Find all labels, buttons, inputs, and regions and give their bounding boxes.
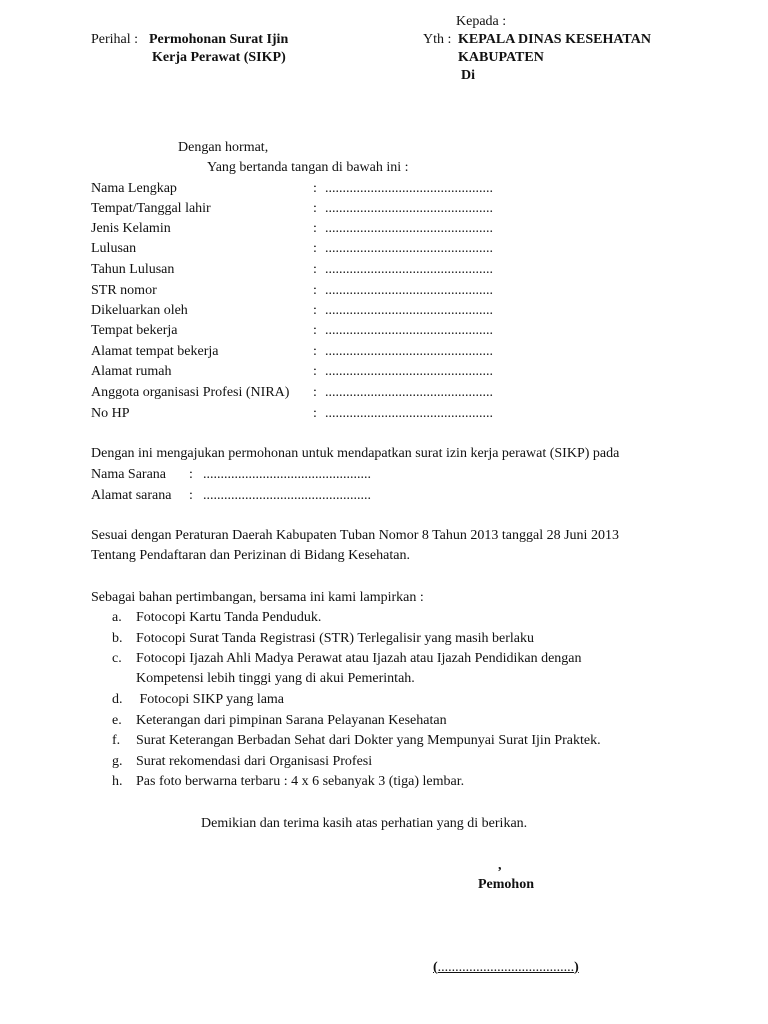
- field-separator: :: [313, 283, 317, 298]
- field-separator: :: [313, 241, 317, 256]
- field-separator: :: [313, 181, 317, 196]
- list-marker: h.: [112, 774, 123, 789]
- list-item: [112, 608, 321, 629]
- request-line: Dengan ini mengajukan permohonan untuk mendapatkan surat izin kerja perawat (SIKP) pada: [91, 446, 620, 461]
- regulation-line1: Sesuai dengan Peraturan Daerah Kabupaten Tuban Nomor 8 Tahun 2013 tanggal 28 Juni 2013: [91, 528, 619, 543]
- field-row: [91, 281, 493, 302]
- list-marker: a.: [112, 610, 122, 625]
- kepada-label: Kepada :: [456, 14, 507, 29]
- field-dots: ................................................: [325, 406, 493, 421]
- field-row: [91, 179, 493, 200]
- list-text: Surat Keterangan Berbadan Sehat dari Dokter yang Mempunyai Surat Ijin Praktek.: [136, 733, 601, 748]
- field-label: Lulusan: [91, 241, 137, 256]
- field-row: [91, 301, 493, 322]
- field-label: Anggota organisasi Profesi (NIRA): [91, 385, 290, 400]
- perihal-line1: Permohonan Surat Ijin: [149, 32, 289, 47]
- alamat-sarana-row: [91, 486, 371, 507]
- field-separator: :: [313, 221, 317, 236]
- perihal-label: Perihal :: [91, 32, 139, 47]
- intro-text: Yang bertanda tangan di bawah ini :: [207, 160, 409, 175]
- field-label: No HP: [91, 406, 130, 421]
- signature-line: [433, 958, 579, 979]
- field-row: [91, 239, 493, 260]
- field-dots: ................................................: [325, 385, 493, 400]
- field-label: Nama Lengkap: [91, 181, 177, 196]
- field-dots: ................................................: [325, 344, 493, 359]
- list-marker: d.: [112, 692, 123, 707]
- list-item: [112, 731, 601, 752]
- field-row: [91, 199, 493, 220]
- list-marker: f.: [112, 733, 121, 748]
- recipient-line1: KEPALA DINAS KESEHATAN: [458, 32, 651, 47]
- sarana-dots: ................................................: [203, 467, 371, 482]
- field-row: [91, 362, 493, 383]
- field-separator: :: [313, 303, 317, 318]
- field-dots: ................................................: [325, 262, 493, 277]
- list-marker: b.: [112, 631, 123, 646]
- list-marker: e.: [112, 713, 122, 728]
- alamat-sarana-separator: :: [189, 488, 193, 503]
- field-separator: :: [313, 262, 317, 277]
- list-item: [112, 752, 372, 773]
- field-row: [91, 321, 493, 342]
- field-dots: ................................................: [325, 221, 493, 236]
- closing-text: Demikian dan terima kasih atas perhatian yang di berikan.: [201, 816, 528, 831]
- list-item: [112, 649, 582, 670]
- recipient-line2: KABUPATEN: [458, 50, 544, 65]
- field-separator: :: [313, 385, 317, 400]
- list-marker: c.: [112, 651, 122, 666]
- sarana-row: [91, 465, 371, 486]
- signature-close-paren: ): [574, 960, 579, 975]
- signature-title: Pemohon: [478, 877, 534, 892]
- field-row: [91, 383, 493, 404]
- list-text: Fotocopi Kartu Tanda Penduduk.: [136, 610, 322, 625]
- list-item: [112, 690, 284, 711]
- list-marker: g.: [112, 754, 123, 769]
- alamat-sarana-label: Alamat sarana: [91, 488, 172, 503]
- list-text: Keterangan dari pimpinan Sarana Pelayanan Kesehatan: [136, 713, 447, 728]
- field-label: Tempat/Tanggal lahir: [91, 201, 211, 216]
- recipient-line3: Di: [461, 68, 475, 83]
- list-text: Surat rekomendasi dari Organisasi Profesi: [136, 754, 373, 769]
- field-separator: :: [313, 364, 317, 379]
- list-text-continuation: Kompetensi lebih tinggi yang di akui Pemerintah.: [136, 671, 415, 686]
- field-label: Tahun Lulusan: [91, 262, 175, 277]
- field-separator: :: [313, 201, 317, 216]
- field-row: [91, 404, 493, 425]
- field-separator: :: [313, 406, 317, 421]
- field-label: Alamat tempat bekerja: [91, 344, 219, 359]
- field-row: [91, 260, 493, 281]
- list-text: Pas foto berwarna terbaru : 4 x 6 sebanyak 3 (tiga) lembar.: [136, 774, 465, 789]
- list-text: Fotocopi Surat Tanda Registrasi (STR) Terlegalisir yang masih berlaku: [136, 631, 535, 646]
- field-dots: ................................................: [325, 283, 493, 298]
- list-text: Fotocopi SIKP yang lama: [136, 692, 285, 707]
- signature-dots: .......................................: [437, 960, 575, 975]
- field-separator: :: [313, 344, 317, 359]
- attachments-intro: Sebagai bahan pertimbangan, bersama ini kami lampirkan :: [91, 590, 424, 605]
- field-label: STR nomor: [91, 283, 157, 298]
- perihal-line2: Kerja Perawat (SIKP): [152, 50, 286, 65]
- field-dots: ................................................: [325, 201, 493, 216]
- yth-label: Yth :: [423, 32, 452, 47]
- signature-comma: ,: [498, 858, 502, 873]
- list-text: Fotocopi Ijazah Ahli Madya Perawat atau Ijazah atau Ijazah Pendidikan dengan: [136, 651, 582, 666]
- field-label: Jenis Kelamin: [91, 221, 171, 236]
- list-item: [112, 772, 464, 793]
- field-dots: ................................................: [325, 241, 493, 256]
- alamat-sarana-dots: ................................................: [203, 488, 371, 503]
- list-item: [112, 629, 534, 650]
- signature-open-paren: (: [433, 960, 438, 975]
- field-row: [91, 342, 493, 363]
- field-label: Alamat rumah: [91, 364, 172, 379]
- field-dots: ................................................: [325, 323, 493, 338]
- field-label: Tempat bekerja: [91, 323, 178, 338]
- greeting: Dengan hormat,: [178, 140, 269, 155]
- field-dots: ................................................: [325, 303, 493, 318]
- regulation-line2: Tentang Pendaftaran dan Perizinan di Bidang Kesehatan.: [91, 548, 410, 563]
- field-dots: ................................................: [325, 364, 493, 379]
- sarana-separator: :: [189, 467, 193, 482]
- field-separator: :: [313, 323, 317, 338]
- field-row: [91, 219, 493, 240]
- field-label: Dikeluarkan oleh: [91, 303, 188, 318]
- list-item: [112, 711, 447, 732]
- sarana-label: Nama Sarana: [91, 467, 167, 482]
- field-dots: ................................................: [325, 181, 493, 196]
